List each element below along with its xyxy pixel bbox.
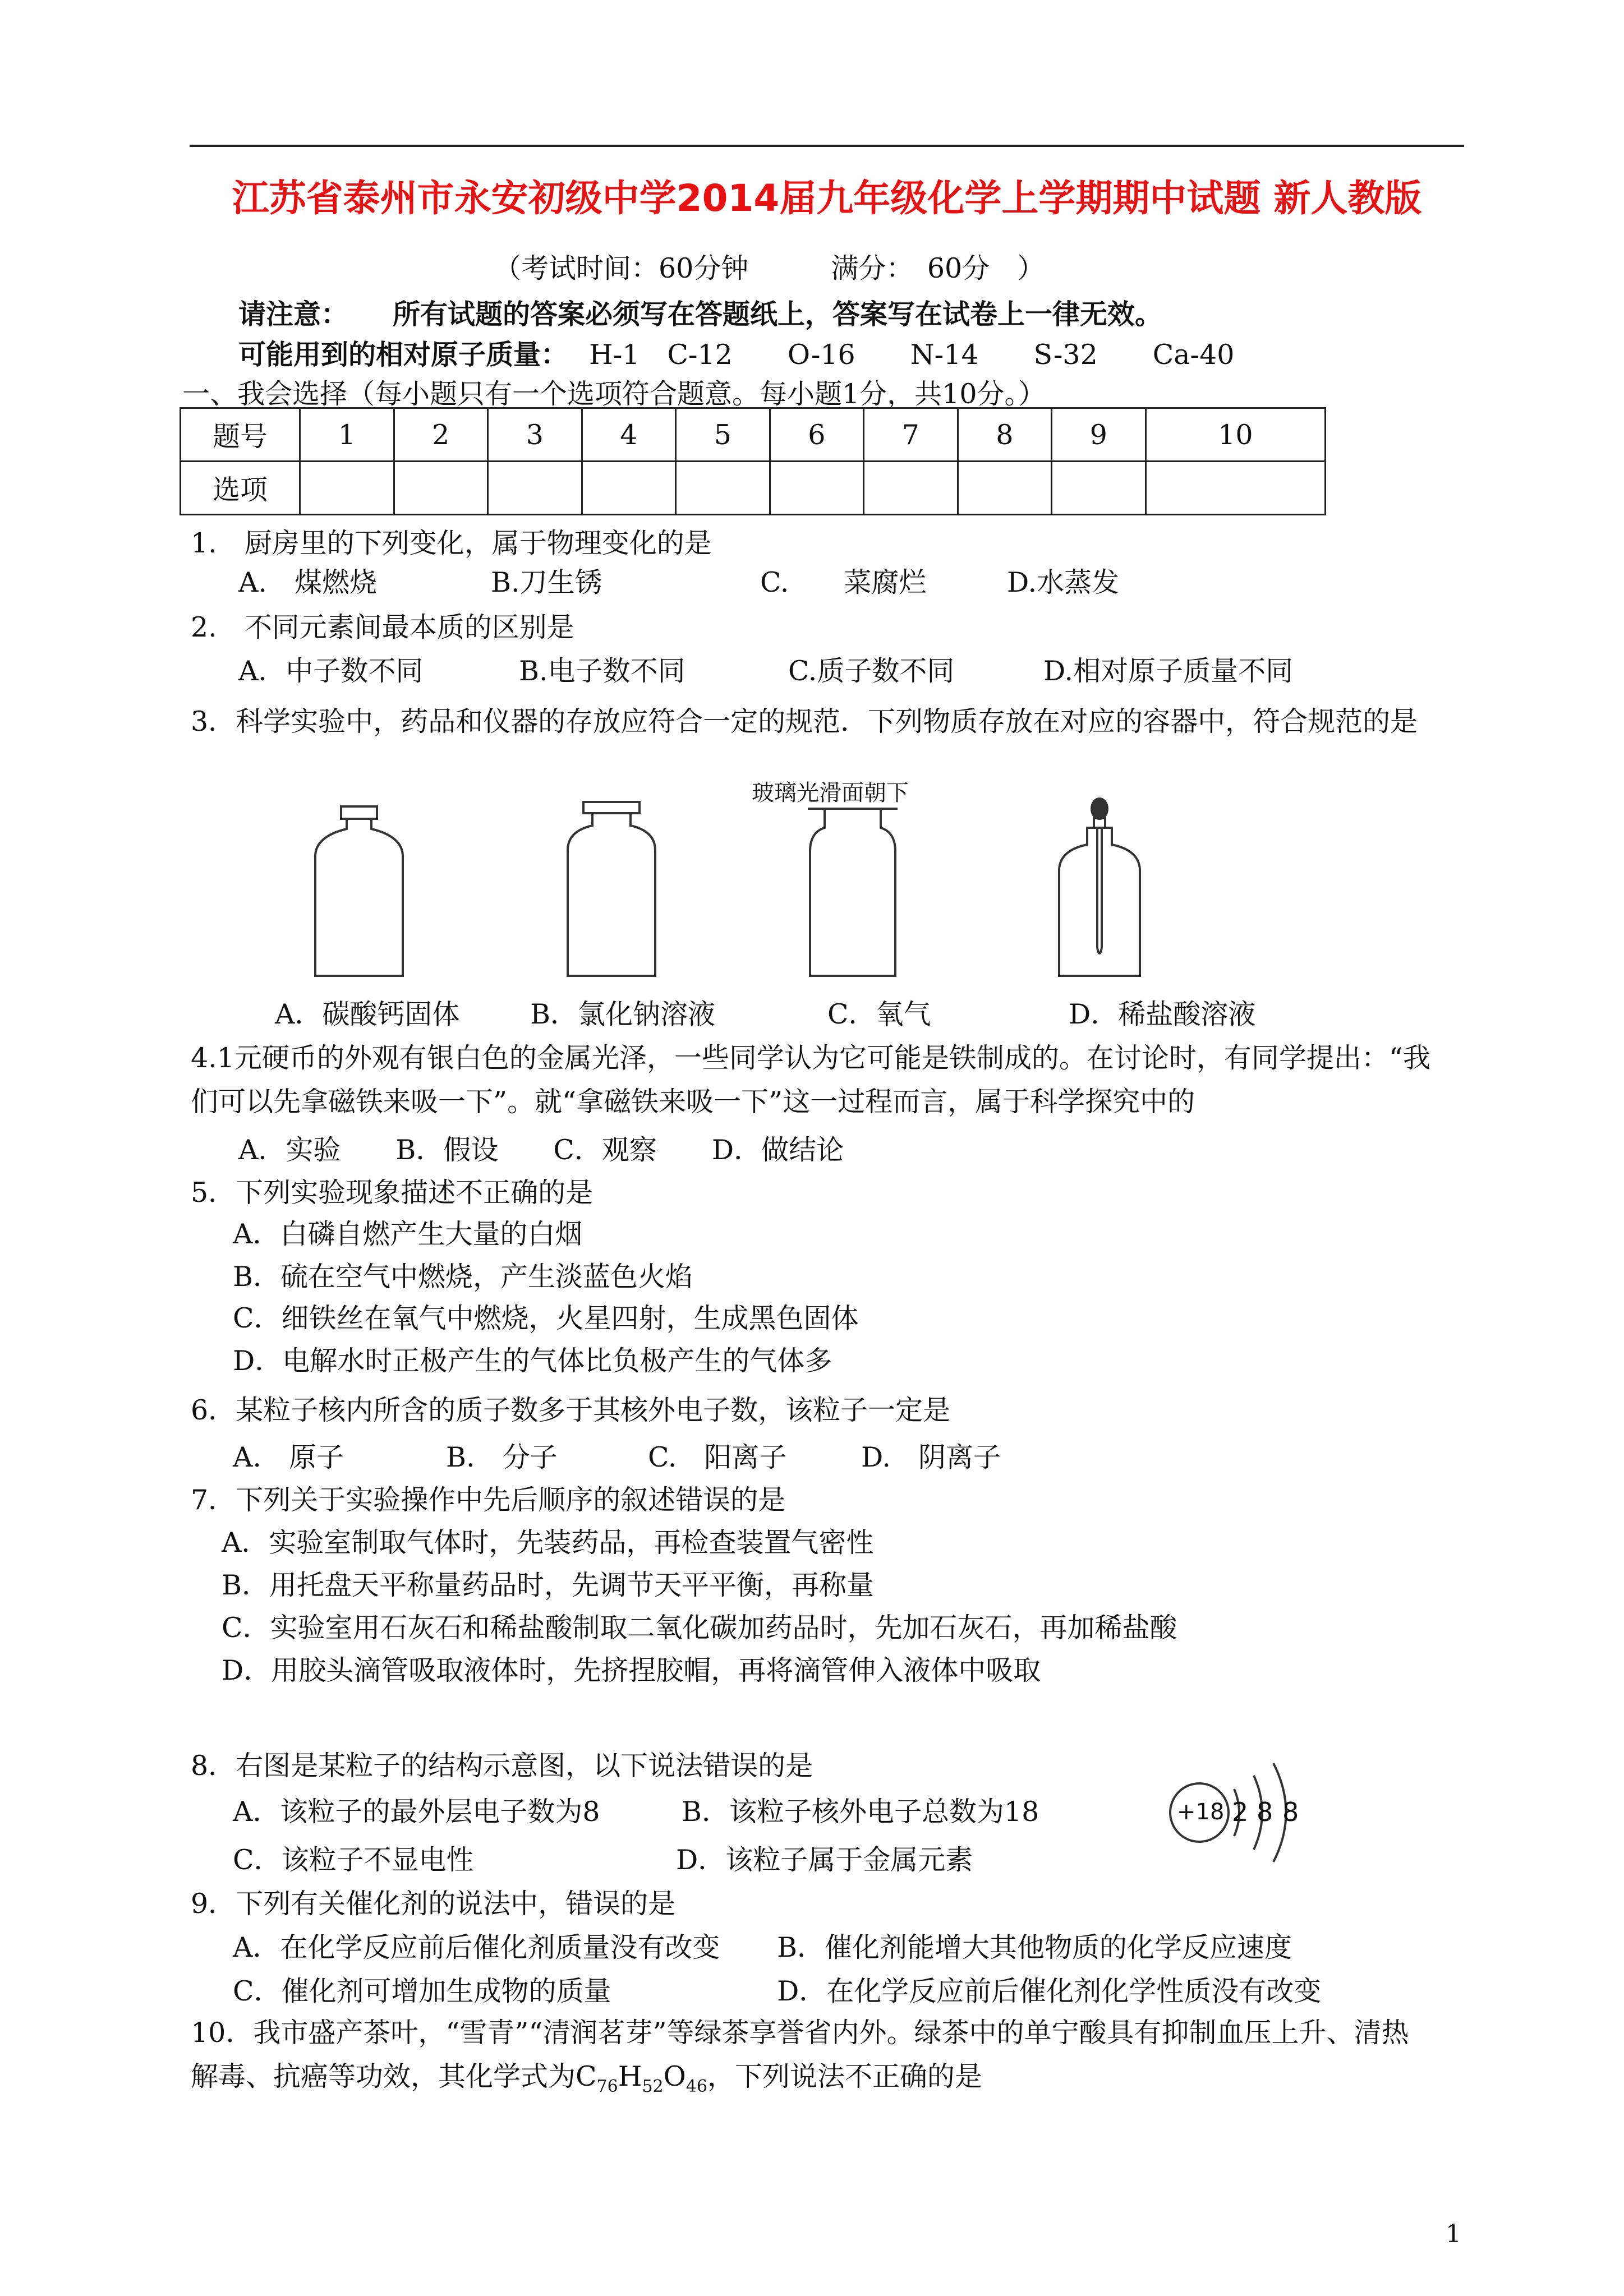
reagent-bottles-figure	[303, 796, 1257, 987]
question-1-option-a: A. 煤燃烧	[238, 566, 377, 598]
question-1-option-b: B.刀生锈	[491, 566, 602, 598]
question-2-option-b: B.电子数不同	[519, 655, 686, 687]
formula-subscript: 46	[686, 2076, 707, 2096]
header-rule	[190, 145, 1464, 147]
figure-caption: 玻璃光滑面朝下	[752, 780, 909, 806]
question-5-stem: 5．下列实验现象描述不正确的是	[191, 1177, 594, 1209]
question-7-option-c: C．实验室用石灰石和稀盐酸制取二氧化碳加药品时，先加石灰石，再加稀盐酸	[222, 1612, 1177, 1644]
question-2-stem: 2. 不同元素间最本质的区别是	[191, 611, 574, 643]
question-6-option-a: A. 原子	[233, 1441, 344, 1473]
answer-cell[interactable]	[300, 462, 394, 515]
question-2-option-c: C.质子数不同	[788, 655, 955, 687]
atomic-mass-values: H-1 C-12 O-16 N-14 S-32 Ca-40	[589, 339, 1235, 371]
table-cell: 3	[488, 408, 582, 462]
table-cell: 7	[864, 408, 958, 462]
question-10-prefix: 解毒、抗癌等功效，其化学式为	[191, 2060, 576, 2092]
question-3-option-b: B．氯化钠溶液	[530, 998, 716, 1030]
dropper-bottle-icon	[1059, 799, 1140, 976]
answer-cell[interactable]	[582, 462, 676, 515]
atomic-mass-label: 可能用到的相对原子质量：	[238, 338, 569, 371]
answer-cell[interactable]	[1052, 462, 1146, 515]
formula-element: C	[576, 2060, 597, 2092]
table-cell: 6	[770, 408, 864, 462]
table-cell: 10	[1145, 408, 1325, 462]
question-3-option-d: D．稀盐酸溶液	[1069, 998, 1256, 1030]
wide-mouth-bottle-icon	[315, 806, 403, 976]
answer-cell[interactable]	[864, 462, 958, 515]
question-1-option-c: C. 菜腐烂	[760, 566, 927, 598]
table-cell: 2	[394, 408, 488, 462]
question-4-options: A．实验 B．假设 C．观察 D．做结论	[238, 1134, 844, 1166]
shell-electrons: 8	[1282, 1797, 1299, 1827]
question-8-stem: 8．右图是某粒子的结构示意图，以下说法错误的是	[191, 1750, 813, 1782]
question-8-option-c: C．该粒子不显电性	[233, 1844, 474, 1876]
answer-cell[interactable]	[958, 462, 1052, 515]
formula-subscript: 76	[596, 2076, 618, 2096]
table-header-label: 题号	[181, 408, 300, 462]
question-10-line-2	[191, 2055, 982, 2096]
question-4-line-2: 们可以先拿磁铁来吸一下”。就“拿磁铁来吸一下”这一过程而言，属于科学探究中的	[191, 1086, 1195, 1118]
page-number: 1	[1446, 2220, 1461, 2248]
question-3-stem: 3．科学实验中，药品和仪器的存放应符合一定的规范．下列物质存放在对应的容器中，符合规范的是	[191, 706, 1418, 737]
question-2-option-d: D.相对原子质量不同	[1043, 655, 1294, 687]
shell-electrons: 2	[1232, 1797, 1249, 1827]
question-1-option-d: D.水蒸发	[1007, 566, 1120, 598]
chemical-formula	[576, 2060, 707, 2096]
question-6-option-b: B. 分子	[446, 1441, 558, 1473]
question-8-option-a: A．该粒子的最外层电子数为8	[233, 1796, 600, 1828]
narrow-mouth-bottle-icon	[568, 802, 655, 976]
answer-cell[interactable]	[676, 462, 770, 515]
notice-label: 请注意：	[238, 298, 349, 330]
shell-electrons: 8	[1257, 1797, 1273, 1827]
question-8-option-b: B．该粒子核外电子总数为18	[682, 1796, 1039, 1828]
question-8-option-d: D．该粒子属于金属元素	[676, 1844, 973, 1876]
formula-subscript: 52	[642, 2076, 664, 2096]
answer-cell[interactable]	[488, 462, 582, 515]
question-9-option-b: B．催化剂能增大其他物质的化学反应速度	[777, 1931, 1292, 1963]
exam-info: （考试时间：60分钟 满分： 60分 ）	[494, 252, 1045, 284]
table-cell: 1	[300, 408, 394, 462]
table-row	[181, 408, 1326, 462]
formula-element: H	[618, 2060, 642, 2092]
question-7-stem: 7．下列关于实验操作中先后顺序的叙述错误的是	[191, 1484, 786, 1516]
question-7-option-d: D．用胶头滴管吸取液体时，先挤捏胶帽，再将滴管伸入液体中吸取	[222, 1654, 1041, 1686]
question-5-option-d: D．电解水时正极产生的气体比负极产生的气体多	[233, 1345, 832, 1377]
question-6-option-c: C. 阳离子	[648, 1441, 787, 1473]
table-cell: 8	[958, 408, 1052, 462]
question-10-suffix: ，下列说法不正确的是	[707, 2060, 982, 2092]
question-5-option-a: A．白磷自燃产生大量的白烟	[233, 1218, 583, 1250]
question-5-option-c: C．细铁丝在氧气中燃烧，火星四射，生成黑色固体	[233, 1302, 859, 1334]
question-6-option-d: D. 阴离子	[861, 1441, 1001, 1473]
answer-cell[interactable]	[394, 462, 488, 515]
table-header-label: 选项	[181, 462, 300, 515]
atom-structure-diagram	[1161, 1739, 1329, 1884]
gas-jar-icon	[808, 809, 898, 976]
question-2-option-a: A．中子数不同	[238, 655, 424, 687]
answer-cell[interactable]	[1145, 462, 1325, 515]
question-9-option-a: A．在化学反应前后催化剂质量没有改变	[233, 1931, 720, 1963]
question-6-stem: 6．某粒子核内所含的质子数多于其核外电子数，该粒子一定是	[191, 1394, 951, 1426]
question-10-line-1: 10．我市盛产茶叶，“雪青”“清润茗芽”等绿茶享誉省内外。绿茶中的单宁酸具有抑制血压上升、清热	[191, 2017, 1409, 2049]
nucleus-charge: +18	[1177, 1799, 1225, 1825]
question-3-option-a: A．碳酸钙固体	[275, 998, 460, 1030]
question-3-option-c: C．氧气	[827, 998, 931, 1030]
answer-table	[180, 407, 1326, 515]
table-cell: 5	[676, 408, 770, 462]
notice-text: 所有试题的答案必须写在答题纸上，答案写在试卷上一律无效。	[393, 298, 1163, 330]
question-7-option-b: B．用托盘天平称量药品时，先调节天平平衡，再称量	[222, 1569, 875, 1601]
question-1-stem: 1. 厨房里的下列变化，属于物理变化的是	[191, 527, 712, 559]
table-cell: 9	[1052, 408, 1146, 462]
section-heading: 一、我会选择（每小题只有一个选项符合题意。每小题1分，共10分。）	[182, 378, 1046, 410]
page-title: 江苏省泰州市永安初级中学2014届九年级化学上学期期中试题 新人教版	[232, 177, 1422, 220]
answer-cell[interactable]	[770, 462, 864, 515]
question-9-stem: 9．下列有关催化剂的说法中，错误的是	[191, 1888, 676, 1920]
question-7-option-a: A．实验室制取气体时，先装药品，再检查装置气密性	[222, 1527, 874, 1559]
question-9-option-d: D．在化学反应前后催化剂化学性质没有改变	[777, 1975, 1322, 2007]
formula-element: O	[663, 2060, 686, 2092]
question-4-line-1: 4.1元硬币的外观有银白色的金属光泽，一些同学认为它可能是铁制成的。在讨论时，有同学提出：“我	[191, 1042, 1430, 1074]
question-9-option-c: C．催化剂可增加生成物的质量	[233, 1975, 611, 2007]
table-row	[181, 462, 1326, 515]
question-5-option-b: B．硫在空气中燃烧，产生淡蓝色火焰	[233, 1261, 693, 1293]
table-cell: 4	[582, 408, 676, 462]
